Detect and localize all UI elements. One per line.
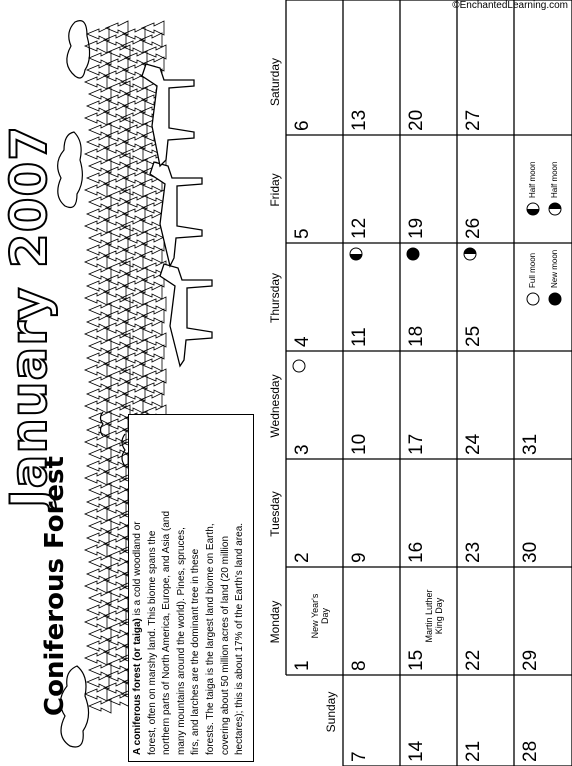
day-24: 24 [463, 433, 484, 455]
day-29: 29 [520, 649, 541, 671]
day-30: 30 [520, 541, 541, 563]
day-8: 8 [349, 660, 370, 671]
day-22: 22 [463, 649, 484, 671]
description-line: many mountains around the world). Pines, spruces, [175, 527, 187, 755]
description-line: forest, often on marshy land. This biome spans the [146, 530, 158, 755]
day-21: 21 [463, 740, 484, 762]
description-line: firs, and larches are the dominant tree in these [190, 548, 202, 755]
moon-half-icon [349, 247, 363, 261]
day-5: 5 [292, 228, 313, 239]
day-31: 31 [520, 433, 541, 455]
legend-full: Full moon [528, 252, 537, 288]
legend-half-1: Half moon [528, 161, 537, 198]
day-13: 13 [349, 109, 370, 131]
legend-new: New moon [550, 249, 559, 288]
day-23: 23 [463, 541, 484, 563]
day-10: 10 [349, 433, 370, 455]
day-15: 15 [406, 649, 427, 671]
page-subtitle: Coniferous Forest [40, 456, 70, 716]
day-9: 9 [349, 552, 370, 563]
holiday-new-years [310, 576, 330, 656]
moon-legend [522, 16, 568, 336]
day-17: 17 [406, 433, 427, 455]
day-16: 16 [406, 541, 427, 563]
full-moon-icon [526, 292, 540, 306]
weekday-thursday: Thursday [268, 272, 282, 324]
weekday-saturday: Saturday [268, 57, 282, 107]
description-line: is a cold woodland or [132, 521, 143, 619]
holiday-line: King Day [434, 597, 444, 635]
holiday-line: New Year's [310, 593, 320, 639]
day-26: 26 [463, 217, 484, 239]
half-moon-icon [548, 202, 562, 216]
day-27: 27 [463, 109, 484, 131]
day-6: 6 [292, 120, 313, 131]
legend-half-2: Half moon [550, 161, 559, 198]
weekday-monday: Monday [268, 600, 282, 644]
day-12: 12 [349, 217, 370, 239]
description-line: hectares); this is about 17% of the Earth's land area. [234, 522, 246, 755]
day-7: 7 [349, 751, 370, 762]
day-11: 11 [349, 327, 370, 347]
page-title: January 2007 [0, 124, 58, 508]
weekday-friday: Friday [268, 173, 282, 207]
new-moon-icon [548, 292, 562, 306]
weekday-wednesday: Wednesday [268, 374, 282, 438]
moon-full-icon [292, 359, 306, 373]
day-20: 20 [406, 109, 427, 131]
description-bold: A coniferous forest (or taiga) [132, 618, 143, 755]
day-14: 14 [406, 740, 427, 762]
day-4: 4 [292, 336, 313, 347]
weekday-tuesday: Tuesday [268, 491, 282, 537]
day-18: 18 [406, 325, 427, 347]
weekday-sunday: Sunday [324, 691, 338, 733]
day-25: 25 [463, 325, 484, 347]
half-moon-icon [526, 202, 540, 216]
holiday-mlk [424, 576, 444, 656]
day-19: 19 [406, 217, 427, 239]
description-line: northern parts of North America, Europe, and Asia (and [161, 510, 173, 755]
holiday-line: Day [320, 608, 330, 625]
moon-half-icon [463, 247, 477, 261]
day-28: 28 [520, 740, 541, 762]
credit-text: ©EnchantedLearning.com [452, 0, 568, 11]
day-2: 2 [292, 552, 313, 563]
moon-new-icon [406, 247, 420, 261]
day-1: 1 [292, 660, 313, 671]
holiday-line: Martin Luther [424, 589, 434, 643]
description-line: covering about 50 million acres of land (20 million [219, 535, 231, 755]
description-line: forests. The taiga is the largest land biome on Earth, [204, 523, 216, 755]
day-3: 3 [292, 444, 313, 455]
